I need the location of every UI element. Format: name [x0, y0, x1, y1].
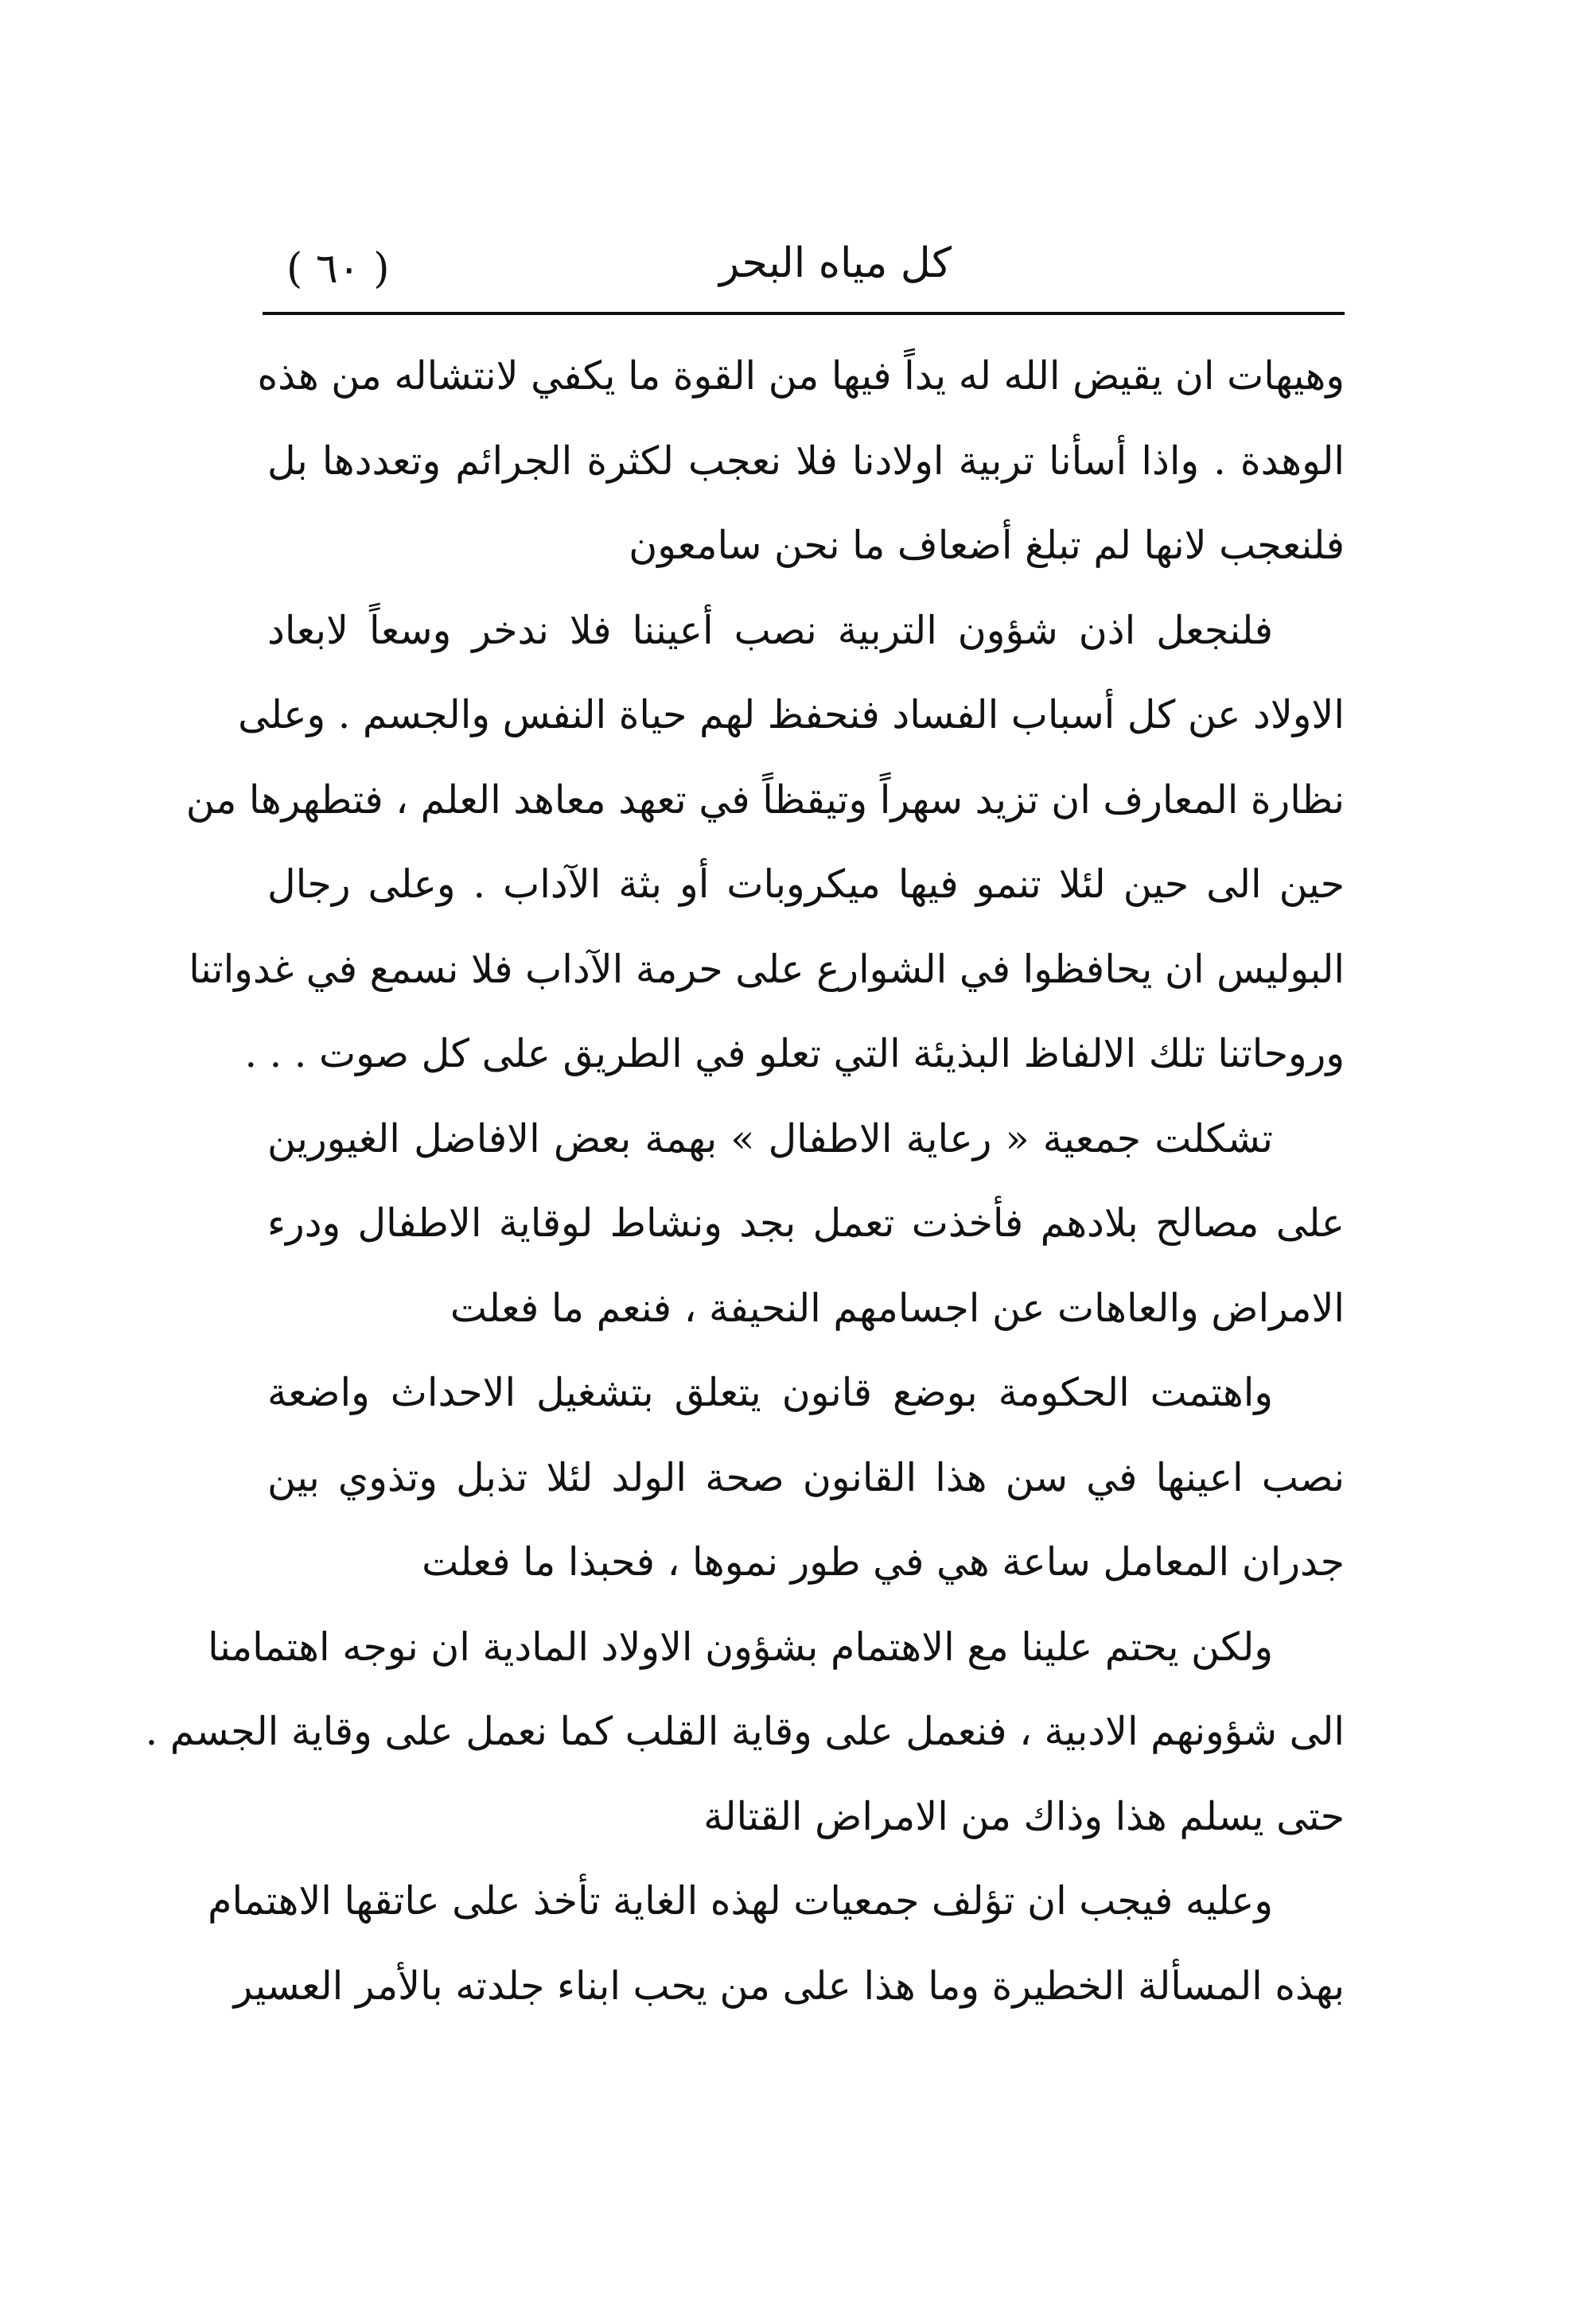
- text-line: جدران المعامل ساعة هي في طور نموها ، فحبذا ما فعلت: [422, 1539, 1345, 1585]
- text-line: وهيهات ان يقيض الله له يداً فيها من القوة ما يكفي لانتشاله من هذه: [257, 353, 1345, 399]
- text-line: على مصالح بلادهم فأخذت تعمل بجد ونشاط لوقاية الاطفال ودرء: [267, 1200, 1345, 1246]
- text-line: نظارة المعارف ان تزيد سهراً وتيقظاً في تعهد معاهد العلم ، فتطهرها من: [185, 776, 1345, 823]
- text-line: بهذه المسألة الخطيرة وما هذا على من يحب ابناء جلدته بالأمر العسير: [233, 1963, 1345, 2009]
- text-line: واهتمت الحكومة بوضع قانون يتعلق بتشغيل الاحداث واضعة: [267, 1370, 1273, 1415]
- text-line: حتى يسلم هذا وذاك من الامراض القتالة: [703, 1793, 1345, 1839]
- header-rule: [263, 312, 1345, 315]
- text-line: فلنجعل اذن شؤون التربية نصب أعيننا فلا ندخر وسعاً لابعاد: [267, 607, 1273, 653]
- body-text: [145, 334, 1345, 2029]
- text-line: الاولاد عن كل أسباب الفساد فنحفظ لهم حياة النفس والجسم . وعلى: [238, 692, 1345, 737]
- page-header: [263, 231, 1345, 310]
- text-line: الى شؤونهم الادبية ، فنعمل على وقاية القلب كما نعمل على وقاية الجسم .: [145, 1709, 1345, 1754]
- text-line: حين الى حين لئلا تنمو فيها ميكروبات أو بثة الآداب . وعلى رجال: [267, 862, 1345, 907]
- text-line: فلنعجب لانها لم تبلغ أضعاف ما نحن سامعون: [629, 523, 1345, 568]
- running-title: كل مياه البحر: [718, 239, 952, 287]
- text-line: وعليه فيجب ان تؤلف جمعيات لهذه الغاية تأخذ على عاتقها الاهتمام: [208, 1878, 1273, 1924]
- page-number: ( ٦٠ ): [286, 245, 390, 293]
- text-line: البوليس ان يحافظوا في الشوارع على حرمة الآداب فلا نسمع في غدواتنا: [189, 946, 1345, 992]
- text-line: وروحاتنا تلك الالفاظ البذيئة التي تعلو في الطريق على كل صوت . . .: [244, 1031, 1345, 1076]
- text-line: ولكن يحتم علينا مع الاهتمام بشؤون الاولاد المادية ان نوجه اهتمامنا: [208, 1624, 1273, 1670]
- text-line: نصب اعينها في سن هذا القانون صحة الولد لئلا تذبل وتذوي بين: [267, 1454, 1345, 1500]
- text-line: الوهدة . واذا أسأنا تربية اولادنا فلا نعجب لكثرة الجرائم وتعددها بل: [267, 438, 1345, 484]
- text-line: الامراض والعاهات عن اجسامهم النحيفة ، فنعم ما فعلت: [450, 1285, 1345, 1331]
- text-line: تشكلت جمعية « رعاية الاطفال » بهمة بعض الافاضل الغيورين: [267, 1115, 1273, 1161]
